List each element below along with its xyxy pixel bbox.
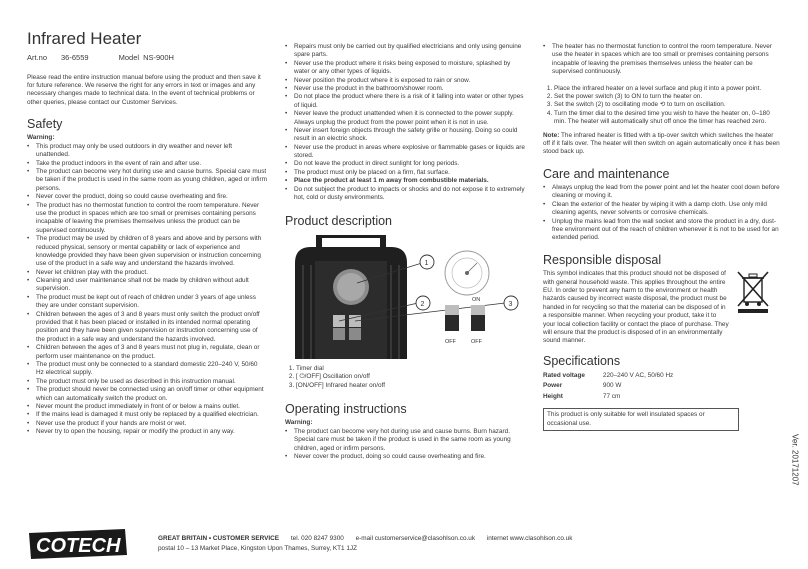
list-item: 3. [ON/OFF] Infrared heater on/off — [296, 382, 525, 390]
product-description-heading: Product description — [285, 214, 393, 229]
list-item: • Never mount the product immediately in front of or below a mains outlet. — [36, 403, 267, 411]
safety-list-2 — [285, 43, 525, 202]
list-item: • Never leave the product unattended when it is connected to the power supply. Always unplug the product from the power point when it is not in use. — [294, 110, 525, 127]
model-number: NS-900H — [143, 52, 174, 62]
note-text: The infrared heater is fitted with a tip-over switch which switches the heater off if it falls over. The heater will then switch on again automatically once it has been stood back up. — [543, 131, 780, 156]
power-switch-bottom — [349, 328, 361, 340]
list-item: • Do not leave the product in direct sunlight for long periods. — [294, 160, 525, 168]
label-off-2: OFF — [471, 338, 482, 345]
specs-heading: Specifications — [543, 353, 621, 368]
heater-illustration — [285, 235, 525, 359]
footer-email: e-mail customerservice@clasohlson.co.uk — [355, 535, 476, 542]
table-row — [543, 371, 691, 381]
list-item: • The product can become very hot during use and cause burns. Special care must be taken if the product is used in the same room as young children, aged or infirm persons. — [36, 168, 267, 193]
list-item: • Children between the ages of 3 and 8 years must only switch the product on/off provided that it has been placed or installed in its intended normal operating position and they have been given supervision or instruction concerning use of the product in a safe way and understand the hazards involved. — [36, 311, 267, 345]
footer-web: internet www.clasohlson.co.uk — [486, 535, 573, 542]
timer-dial-knob — [337, 273, 365, 301]
list-item: 2. Set the power switch (3) to ON to turn the heater on. — [554, 93, 781, 101]
list-item: • The product has no thermostat function to control the room temperature. Never use the product in spaces which are too small or premises containing persons incapable of leaving the premises themselves unless the product can be supervised continuously. — [36, 202, 267, 236]
list-item: • Children between the ages of 3 and 8 years must not plug in, regulate, clean or perform user maintenance on the product. — [36, 344, 267, 361]
column-1 — [27, 30, 267, 442]
weee-bin-icon — [736, 270, 770, 314]
callout-2-label: 2 — [420, 300, 425, 308]
page-title: Infrared Heater — [27, 29, 142, 48]
footer-company: GREAT BRITAIN • CUSTOMER SERVICE — [158, 535, 280, 542]
safety-warning: Warning: — [27, 134, 55, 142]
list-item: • If the mains lead is damaged it must only be replaced by a qualified electrician. — [36, 411, 267, 419]
brand-name: COTECH — [36, 535, 121, 557]
list-item: • Never try to open the housing, repair or modify the product in any way. — [36, 428, 267, 436]
list-item: • The product may be used by children of 8 years and above and by persons with reduced physical, sensory or mental capability or lack of experience and knowledge provided they have been given supervision or instruction concerning use of the product in a safe way and understand the hazards involved. — [36, 235, 267, 269]
care-heading: Care and maintenance — [543, 166, 670, 181]
operating-heading: Operating instructions — [285, 401, 407, 416]
spec-label: Height — [543, 392, 563, 400]
list-item: • The product can become very hot during use and cause burns. Burn hazard. Special care must be taken if the product is used in the same room as young children, aged or infirm persons. — [294, 428, 525, 453]
table-row — [543, 392, 691, 402]
list-item: • Never use the product where it risks being exposed to moisture, splashed by water or any other types of liquids. — [294, 60, 525, 77]
note-label: Note: — [543, 131, 560, 139]
intro-text: Please read the entire instruction manual before using the product and then save it for future reference. We reserve the right for any errors in text or images and any necessary changes made to technical data. In the event of technical problems or other queries, please contact our Customer Services. — [27, 73, 261, 106]
model-label: Model — [118, 52, 140, 62]
list-item: • Place the product at least 1 m away from combustible materials. — [294, 177, 525, 185]
column-3 — [543, 43, 781, 431]
list-item: 1. Place the infrared heater on a level surface and plug it into a power point. — [554, 85, 781, 93]
list-item: 1. Timer dial — [296, 365, 525, 373]
list-item: • Never use the product in the bathroom/shower room. — [294, 85, 525, 93]
product-diagram — [285, 235, 525, 359]
spec-label: Rated voltage — [543, 372, 585, 380]
version-label: Ver. 20171207 — [791, 434, 800, 486]
art-number: 36-6559 — [61, 52, 89, 62]
list-item: • The product should never be connected using an on/off timer or other equipment which can automatically switch the product on. — [36, 386, 267, 403]
operating-list-1 — [285, 428, 525, 462]
list-item: • The heater has no thermostat function to control the room temperature. Never use the heater in spaces which are too small or premises containing persons incapable of leaving the premises themselves unless the heater can be supervised continuously. — [552, 43, 781, 77]
spec-value: 900 W — [602, 382, 622, 390]
operating-note — [543, 132, 781, 157]
product-parts-list — [285, 365, 525, 390]
list-item: • Never let children play with the product. — [36, 269, 267, 277]
column-2 — [285, 43, 525, 466]
list-item: • Take the product indoors in the event of rain and after use. — [36, 160, 267, 168]
footer-contact — [158, 535, 572, 543]
list-item: • Never use the product in areas where explosive or flammable gases or liquids are stored. — [294, 144, 525, 161]
safety-heading: Safety — [27, 117, 63, 132]
list-item: • The product must only be connected to a standard domestic 220–240 V, 50/60 Hz electrical supply. — [36, 361, 267, 378]
list-item: • Never cover the product, doing so could cause overheating and fire. — [294, 453, 525, 461]
list-item: • Cleaning and user maintenance shall not be made by children without adult supervision. — [36, 277, 267, 294]
list-item: • Never insert foreign objects through the safety grille or housing. Doing so could result in an electric shock. — [294, 127, 525, 144]
disposal-heading: Responsible disposal — [543, 252, 662, 267]
list-item: • The product must be kept out of reach of children under 3 years of age unless they are under constant supervision. — [36, 294, 267, 311]
list-item: 3. Set the switch (2) to oscillating mode ⟲ to turn on oscillation. — [554, 101, 781, 109]
table-row — [543, 381, 691, 391]
list-item: • The product must only be used as described in this instruction manual. — [36, 378, 267, 386]
list-item: • The product must only be placed on a firm, flat surface. — [294, 169, 525, 177]
specs-note: This product is only suitable for well insulated spaces or occasional use. — [543, 408, 739, 431]
operating-list-2 — [543, 43, 781, 77]
oscillation-switch-bottom — [333, 328, 345, 340]
operating-warning: Warning: — [285, 419, 313, 427]
list-item: • Clean the exterior of the heater by wiping it with a damp cloth. Use only mild cleaning agents, never solvents or corrosive chemicals. — [552, 201, 781, 218]
cotech-logo — [27, 527, 129, 561]
list-item: • Never position the product where it is exposed to rain or snow. — [294, 77, 525, 85]
label-on: ON — [472, 296, 481, 303]
callout-3-label: 3 — [508, 300, 513, 308]
spec-value: 77 cm — [602, 392, 621, 400]
footer-tel: tel. 020 8247 9300 — [290, 535, 344, 542]
list-item: • This product may only be used outdoors in dry weather and never left unattended. — [36, 143, 267, 160]
list-item: 2. [ ⏻/OFF] Oscillation on/off — [296, 373, 525, 381]
footer-postal: postal 10 – 13 Market Place, Kingston Upon Thames, Surrey, KT1 1JZ — [158, 545, 358, 552]
list-item: • Unplug the mains lead from the wall socket and store the product in a dry, dust-free environment out of the reach of children whenever it is not to be used for an extended period. — [552, 218, 781, 243]
heater-handle — [319, 235, 383, 247]
label-off-1: OFF — [445, 338, 456, 345]
list-item: • Never cover the product, doing so could cause overheating and fire. — [36, 193, 267, 201]
list-item: • Never use the product if your hands are moist or wet. — [36, 420, 267, 428]
operating-steps — [543, 85, 781, 127]
spec-label: Power — [543, 382, 563, 390]
list-item: • Repairs must only be carried out by qualified electricians and only using genuine spare parts. — [294, 43, 525, 60]
list-item: • Do not subject the product to impacts or shocks and do not expose it to extremely hot, cold or dusty environments. — [294, 186, 525, 203]
art-label: Art.no — [27, 52, 48, 62]
article-info — [27, 53, 267, 63]
care-list — [543, 184, 781, 243]
disposal-text: This symbol indicates that this product should not be disposed of with general household waste. This applies throughout the entire EU. In order to prevent any harm to the environment or health hazards caused by incorrect waste disposal, the product must be handed in for recycling so that the material can be disposed of in a responsible manner. When recycling your product, take it to your local collection facility or contact the place of purchase. They will ensure that the product is disposed of in an environmentally sound manner. — [543, 270, 729, 345]
safety-list-1 — [27, 143, 267, 437]
list-item: 4. Turn the timer dial to the desired time you wish to have the heater on, 0–180 min. The heater will automatically shut off once the timer has reached zero. — [554, 110, 781, 127]
specs-table — [543, 371, 691, 402]
list-item: • Always unplug the lead from the power point and let the heater cool down before cleaning or moving it. — [552, 184, 781, 201]
disposal-section — [543, 270, 781, 346]
list-item: • Do not place the product where there is a risk of it falling into water or other types of liquid. — [294, 93, 525, 110]
callout-1-label: 1 — [424, 259, 429, 267]
spec-value: 220–240 V AC, 50/60 Hz — [602, 372, 674, 380]
